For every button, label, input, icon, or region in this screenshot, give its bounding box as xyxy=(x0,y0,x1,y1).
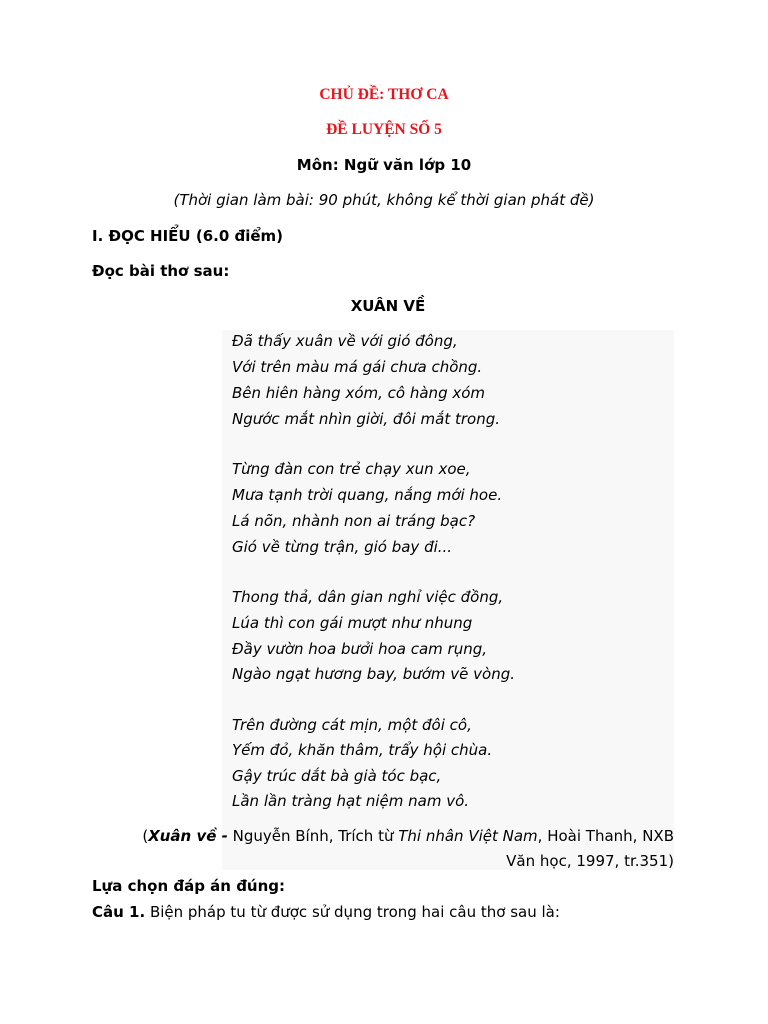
poem-title: XUÂN VỀ xyxy=(350,297,426,315)
poem-line: Thong thả, dân gian nghỉ việc đồng, xyxy=(232,588,504,606)
section-heading: I. ĐỌC HIỂU (6.0 điểm) xyxy=(92,227,284,245)
source-citation-line1 xyxy=(142,827,674,845)
exam-heading: ĐỀ LUYỆN SỐ 5 xyxy=(326,121,442,138)
poem-line: Lúa thì con gái mượt như nhung xyxy=(232,614,473,632)
source-publisher: , Hoài Thanh, NXB xyxy=(537,827,674,845)
question-1-label: Câu 1. xyxy=(92,903,146,921)
poem-line: Ngào ngạt hương bay, bướm vẽ vòng. xyxy=(232,665,516,683)
question-1-text: Biện pháp tu từ được sử dụng trong hai câu thơ sau là: xyxy=(145,903,560,921)
poem-line: Từng đàn con trẻ chạy xun xoe, xyxy=(232,460,471,478)
source-open-paren: ( xyxy=(142,827,149,845)
source-book-title: Thi nhân Việt Nam xyxy=(398,827,538,845)
answer-instruction: Lựa chọn đáp án đúng: xyxy=(92,877,286,895)
subject-heading: Môn: Ngữ văn lớp 10 xyxy=(296,156,472,174)
poem-line: Gậy trúc dắt bà già tóc bạc, xyxy=(232,767,442,785)
poem-line: Bên hiên hàng xóm, cô hàng xóm xyxy=(232,384,486,402)
time-note: (Thời gian làm bài: 90 phút, không kể thời gian phát đề) xyxy=(173,191,595,209)
poem-line: Đầy vườn hoa bưởi hoa cam rụng, xyxy=(232,640,488,658)
poem-line: Trên đường cát mịn, một đôi cô, xyxy=(232,716,472,734)
question-1 xyxy=(92,903,560,921)
poem-line: Với trên màu má gái chưa chồng. xyxy=(232,358,483,376)
poem-line: Mưa tạnh trời quang, nắng mới hoe. xyxy=(232,486,503,504)
poem-line: Gió về từng trận, gió bay đi... xyxy=(232,538,453,556)
poem-line: Yếm đỏ, khăn thâm, trẩy hội chùa. xyxy=(232,741,493,759)
reading-instruction: Đọc bài thơ sau: xyxy=(92,262,230,280)
poem-line: Lá nõn, nhành non ai tráng bạc? xyxy=(232,512,476,530)
poem-line: Ngước mắt nhìn giời, đôi mắt trong. xyxy=(232,410,501,428)
poem-line: Đã thấy xuân về với gió đông, xyxy=(232,332,458,350)
source-citation-line2: Văn học, 1997, tr.351) xyxy=(506,852,674,870)
poem-line: Lần lần tràng hạt niệm nam vô. xyxy=(232,792,470,810)
topic-heading: CHỦ ĐỀ: THƠ CA xyxy=(319,86,449,103)
source-author: Nguyễn Bính, Trích từ xyxy=(227,827,399,845)
source-poem-name: Xuân về - xyxy=(148,827,228,845)
